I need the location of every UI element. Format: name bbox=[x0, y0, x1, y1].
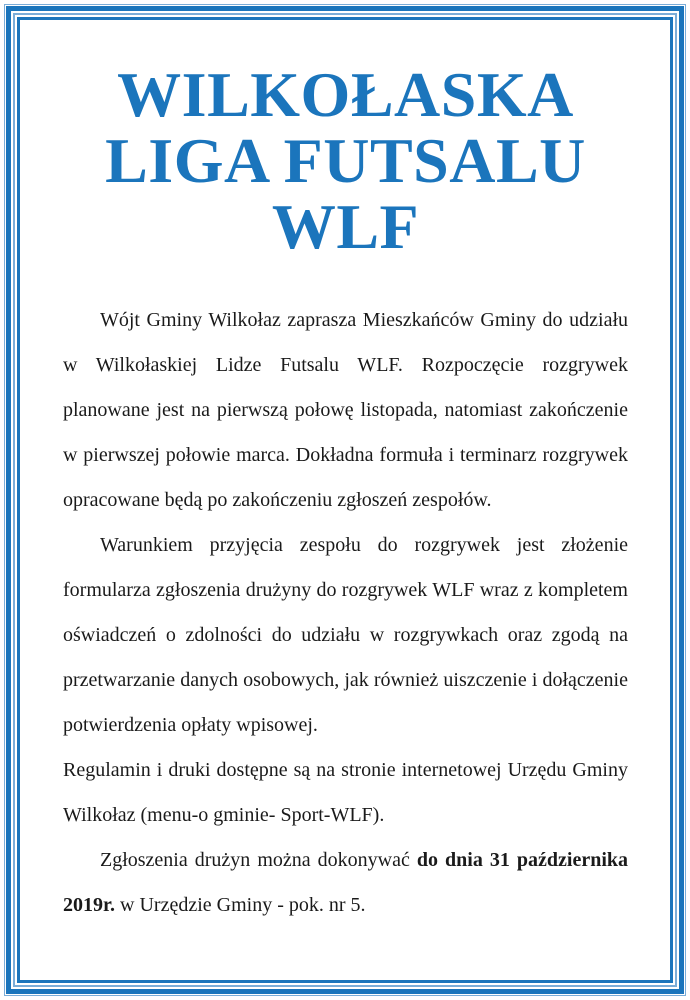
document-content bbox=[20, 20, 670, 980]
document-title bbox=[63, 59, 628, 262]
paragraph-deadline bbox=[63, 838, 628, 928]
title-line-3: WLF bbox=[271, 191, 420, 262]
deadline-date-bold: do dnia 31 października 2019r. bbox=[63, 849, 628, 916]
deadline-text-pre: Zgłoszenia drużyn można dokonywać bbox=[100, 849, 417, 871]
page-border-light-line bbox=[13, 13, 677, 987]
deadline-text-post: w Urzędzie Gminy - pok. nr 5. bbox=[115, 894, 366, 916]
paragraph-invitation: Wójt Gminy Wilkołaz zaprasza Mieszkańców Gminy do udziału w Wilkołaskiej Lidze Futsalu WLF. Rozpoczęcie rozgrywek planowane jest na pierwszą połowę listopada, natomiast zakończenie w pierwszej połowie marca. Dokładna formuła i terminarz rozgrywek opracowane będą po zakończeniu zgłoszeń zespołów. bbox=[63, 309, 628, 511]
paragraph-requirements: Warunkiem przyjęcia zespołu do rozgrywek jest złożenie formularza zgłoszenia drużyny do rozgrywek WLF wraz z kompletem oświadczeń o zdolności do udziału w rozgrywkach oraz zgodą na przetwarzanie danych osobowych, jak również uiszczenie i dołączenie potwierdzenia opłaty wpisowej. bbox=[63, 534, 628, 736]
page-border-inner-line bbox=[17, 17, 673, 983]
title-line-2: LIGA FUTSALU bbox=[105, 125, 586, 196]
page-border-thick-line bbox=[6, 6, 684, 994]
body-text bbox=[63, 298, 628, 928]
page-border-outer-thin-line bbox=[4, 4, 686, 996]
title-line-1: WILKOŁASKA bbox=[117, 59, 574, 130]
paragraph-regulations: Regulamin i druki dostępne są na stronie internetowej Urzędu Gminy Wilkołaz (menu-o gminie- Sport-WLF). bbox=[63, 759, 628, 826]
